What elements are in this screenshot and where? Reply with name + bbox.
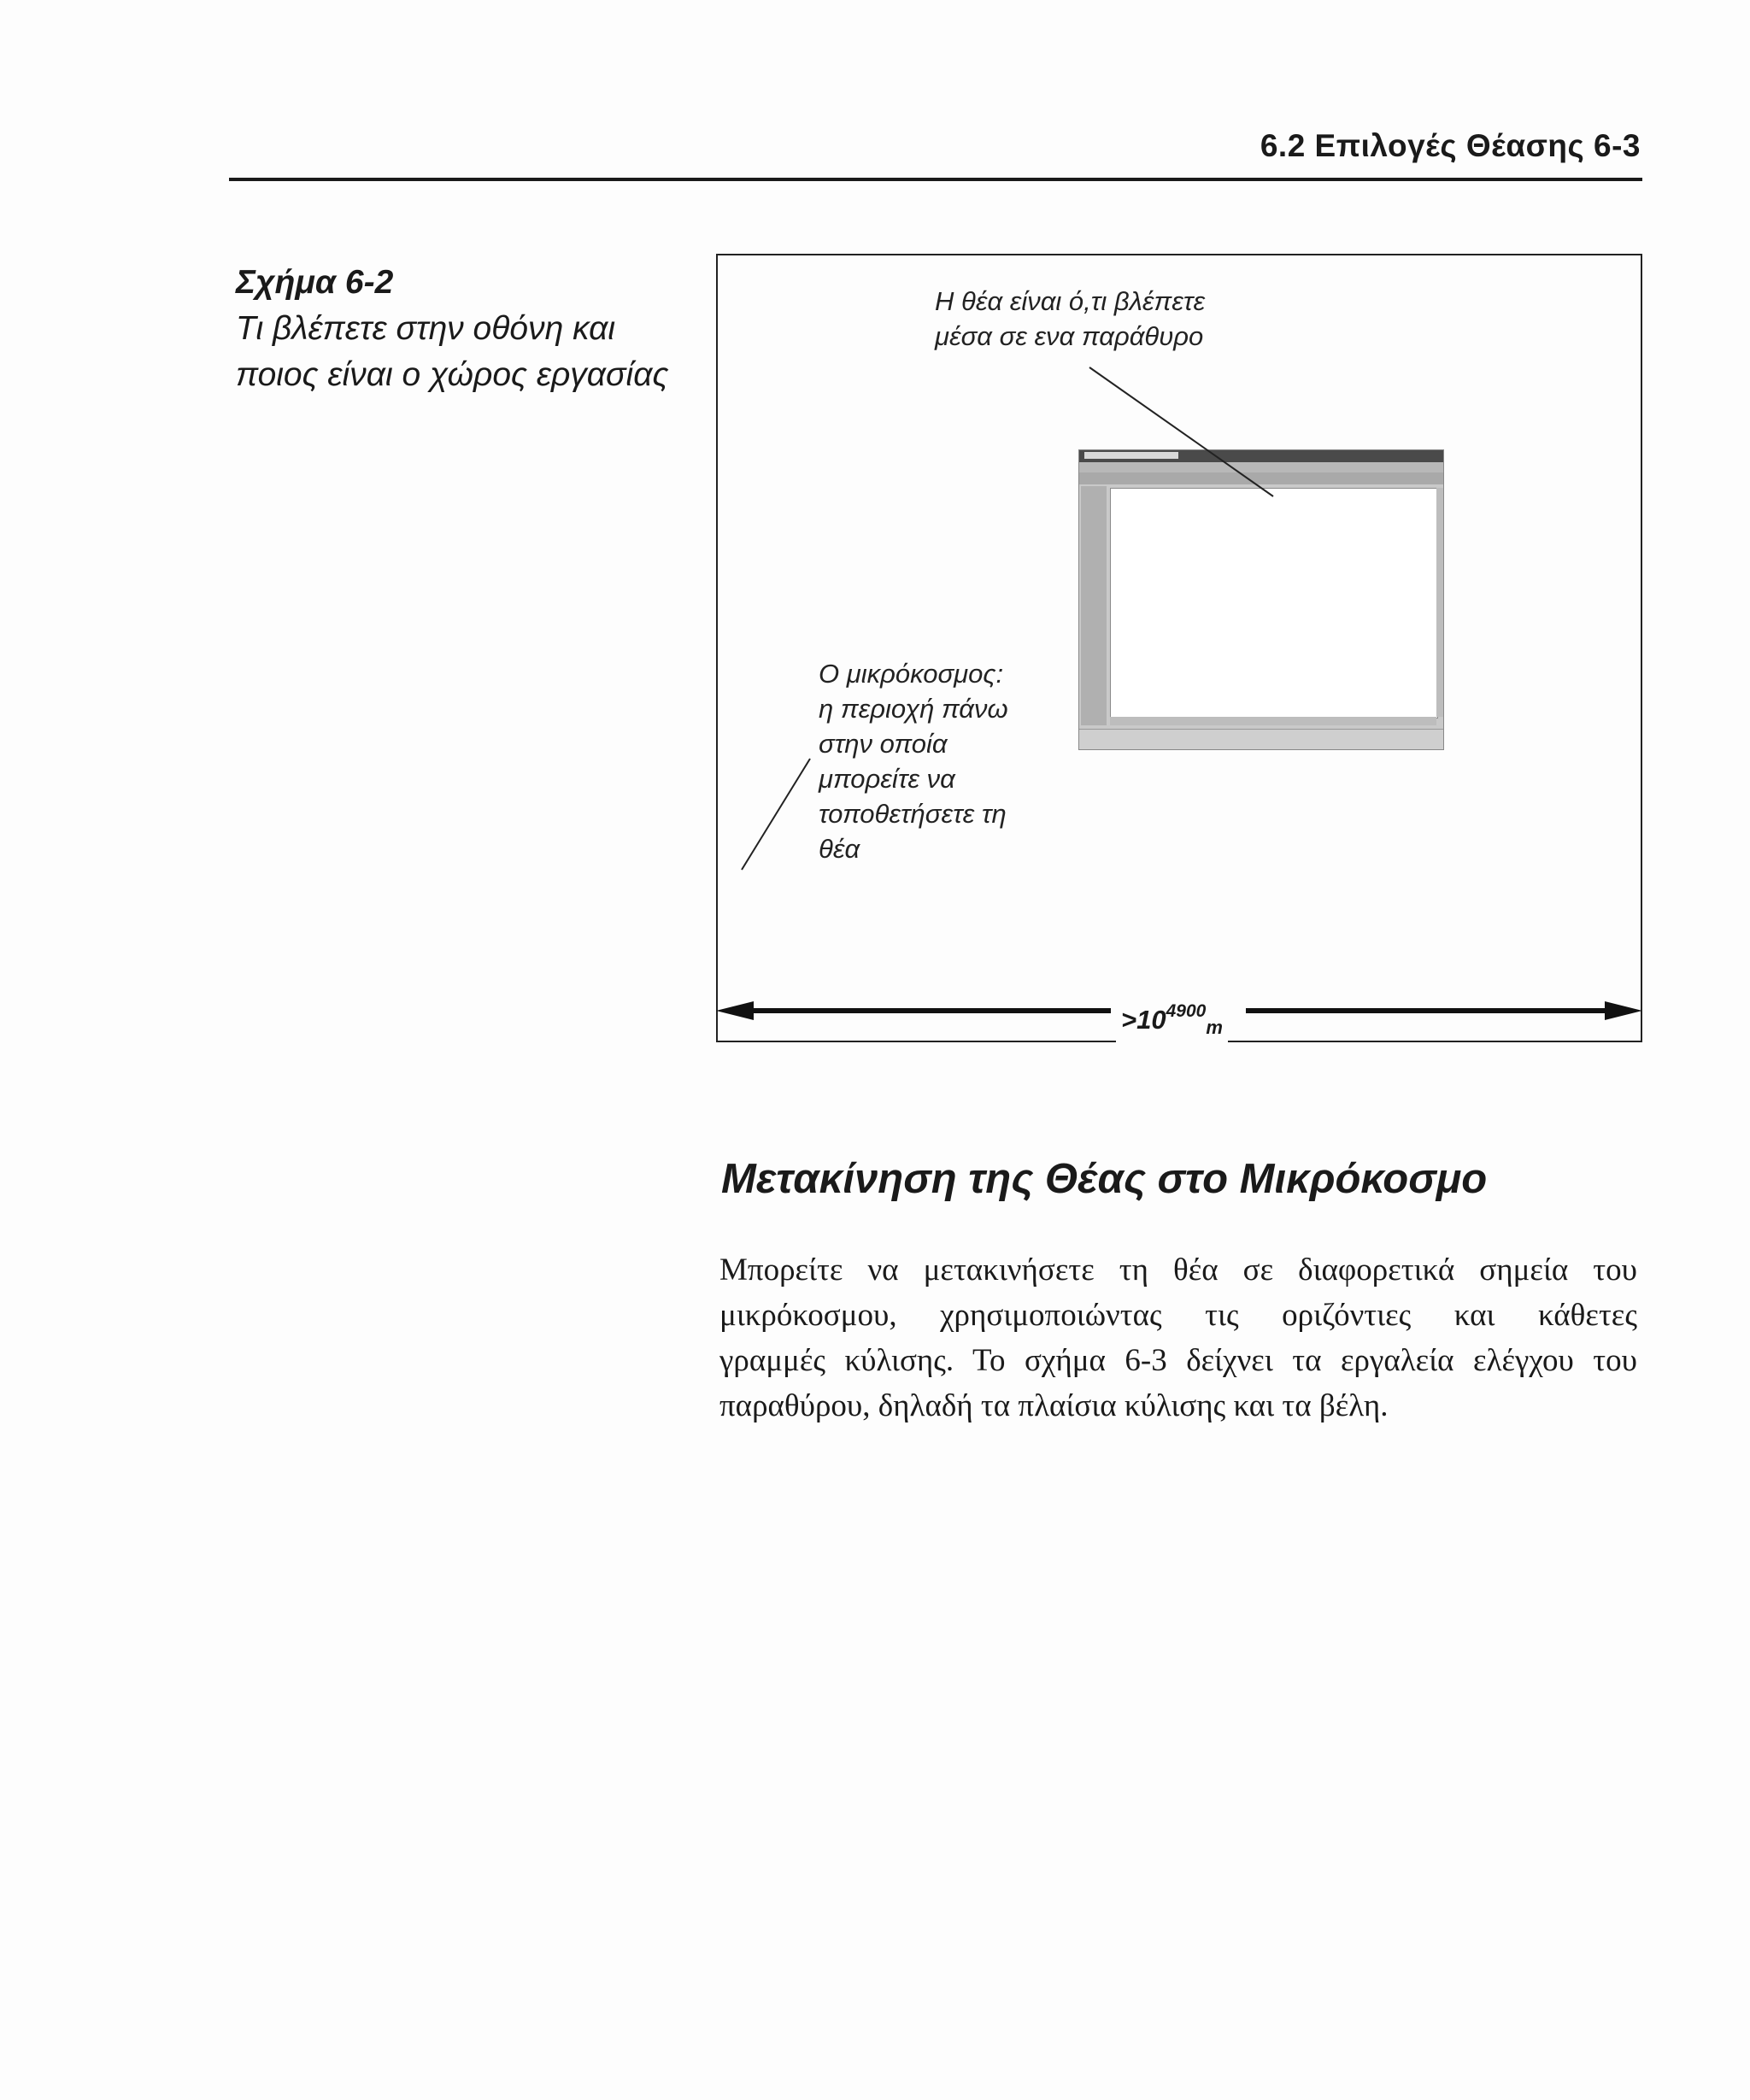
caption-line: Τι βλέπετε στην οθόνη και xyxy=(236,310,616,347)
annotation-line: μπορείτε να xyxy=(819,764,955,794)
dimension-label xyxy=(1116,993,1228,1047)
annotation-line: τοποθετήσετε τη xyxy=(819,799,1007,829)
dimension-prefix: >10 xyxy=(1121,1005,1166,1035)
paragraph-line: γραμμές κύλισης. Το σχήμα 6-3 δείχνει τα εργαλεία ελέγχου του xyxy=(719,1343,1637,1378)
annotation-line: θέα xyxy=(819,834,860,864)
annotation-line: μέσα σε ενα παράθυρο xyxy=(935,321,1204,351)
paragraph-line: παραθύρου, δηλαδή τα πλαίσια κύλισης και τα βέλη. xyxy=(719,1388,1389,1423)
arrowhead-left-icon xyxy=(716,1001,754,1020)
paragraph-line: μικρόκοσμου, χρησιμοποιώντας τις οριζόντιες και κάθετες xyxy=(719,1298,1637,1333)
figure-number: Σχήμα 6-2 xyxy=(236,264,394,301)
dimension-exponent: 4900 xyxy=(1166,1001,1207,1021)
body-paragraph xyxy=(719,1247,1637,1428)
dimension-unit: m xyxy=(1206,1017,1223,1038)
section-heading: Μετακίνηση της Θέας στο Μικρόκοσμο xyxy=(721,1156,1488,1202)
annotation-line: Η θέα είναι ό,τι βλέπετε xyxy=(935,286,1206,316)
running-header: 6.2 Επιλογές Θέασης 6-3 xyxy=(1260,128,1641,163)
arrowhead-right-icon xyxy=(1605,1001,1642,1020)
annotation-line: στην οποία xyxy=(819,729,948,759)
annotation-line: Ο μικρόκοσμος: xyxy=(819,659,1004,689)
microcosm-leader-line xyxy=(742,759,810,870)
annotation-line: η περιοχή πάνω xyxy=(819,694,1008,724)
view-leader-line xyxy=(1089,367,1273,496)
caption-line: ποιος είναι ο χώρος εργασίας xyxy=(236,356,669,393)
paragraph-line: Μπορείτε να μετακινήσετε τη θέα σε διαφορετικά σημεία του xyxy=(719,1252,1637,1288)
